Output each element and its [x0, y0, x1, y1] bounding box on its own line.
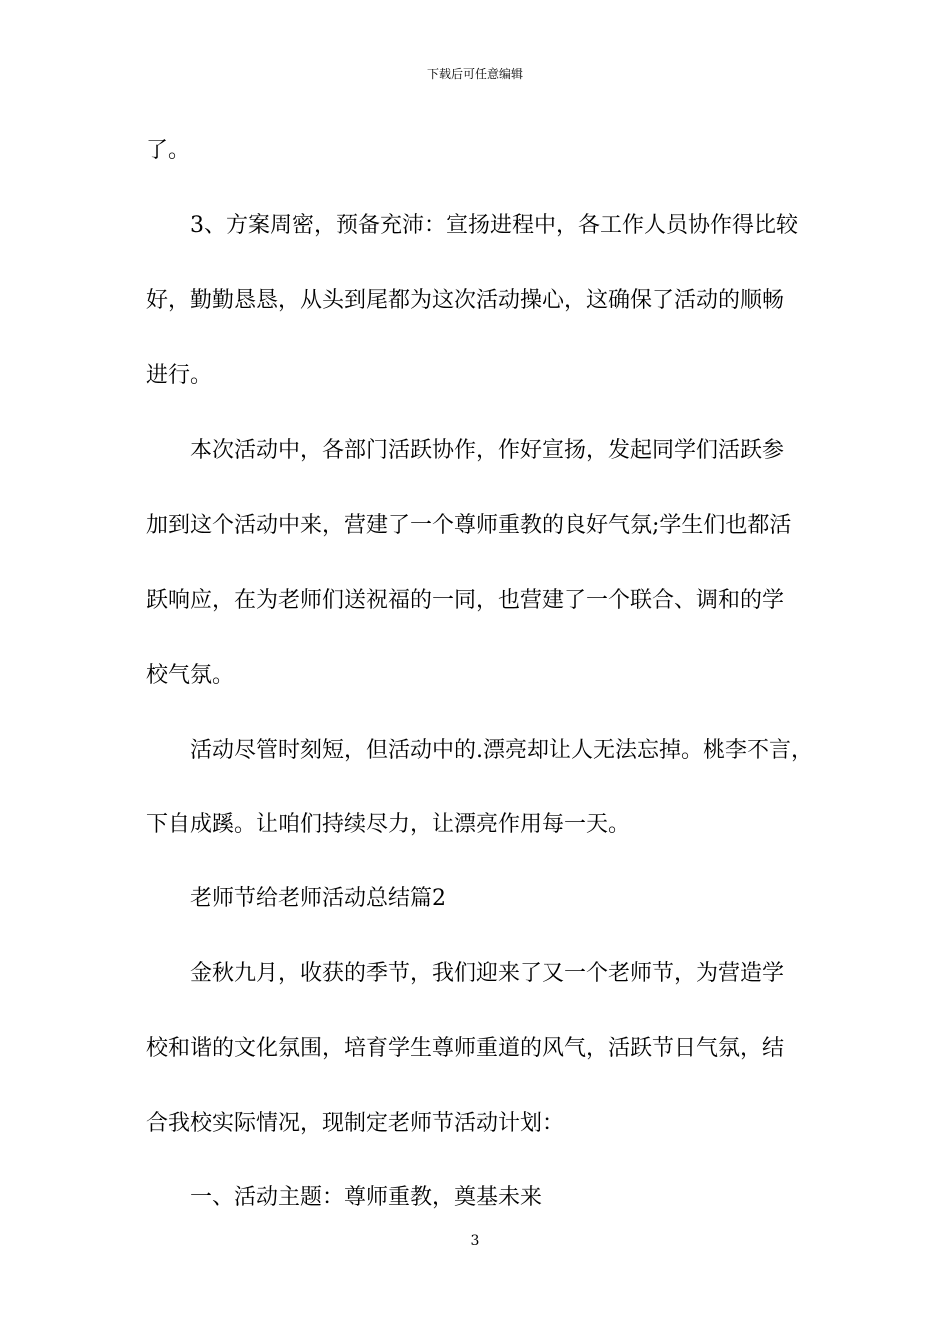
body-line: 好，勤勤恳恳，从头到尾都为这次活动操心，这确保了活动的顺畅 — [146, 288, 785, 313]
body-line: 进行。 — [146, 363, 213, 388]
body-line: 本次活动中，各部门活跃协作，作好宣扬，发起同学们活跃参 — [190, 438, 785, 463]
body-line: 3、方案周密，预备充沛：宣扬进程中，各工作人员协作得比较 — [190, 213, 798, 238]
body-line: 跃响应，在为老师们送祝福的一同，也营建了一个联合、调和的学 — [146, 588, 785, 613]
body-line: 合我校实际情况，现制定老师节活动计划： — [146, 1111, 565, 1136]
section-heading: 老师节给老师活动总结篇2 — [190, 886, 446, 911]
body-line: 活动尽管时刻短，但活动中的.漂亮却让人无法忘掉。桃李不言， — [190, 738, 813, 763]
body-line: 金秋九月，收获的季节，我们迎来了又一个老师节，为营造学 — [190, 961, 785, 986]
body-line: 了。 — [146, 138, 191, 163]
body-line: 一、活动主题：尊师重教，奠基未来 — [190, 1185, 543, 1210]
body-line: 加到这个活动中来，营建了一个尊师重教的良好气氛;学生们也都活 — [146, 513, 792, 538]
body-line: 下自成蹊。让咱们持续尽力，让漂亮作用每一天。 — [146, 812, 631, 837]
body-line: 校气氛。 — [146, 663, 235, 688]
page-header: 下载后可任意编辑 — [426, 67, 523, 81]
body-line: 校和谐的文化氛围，培育学生尊师重道的风气，活跃节日气氛，结 — [146, 1036, 785, 1061]
page-number: 3 — [470, 1233, 480, 1249]
